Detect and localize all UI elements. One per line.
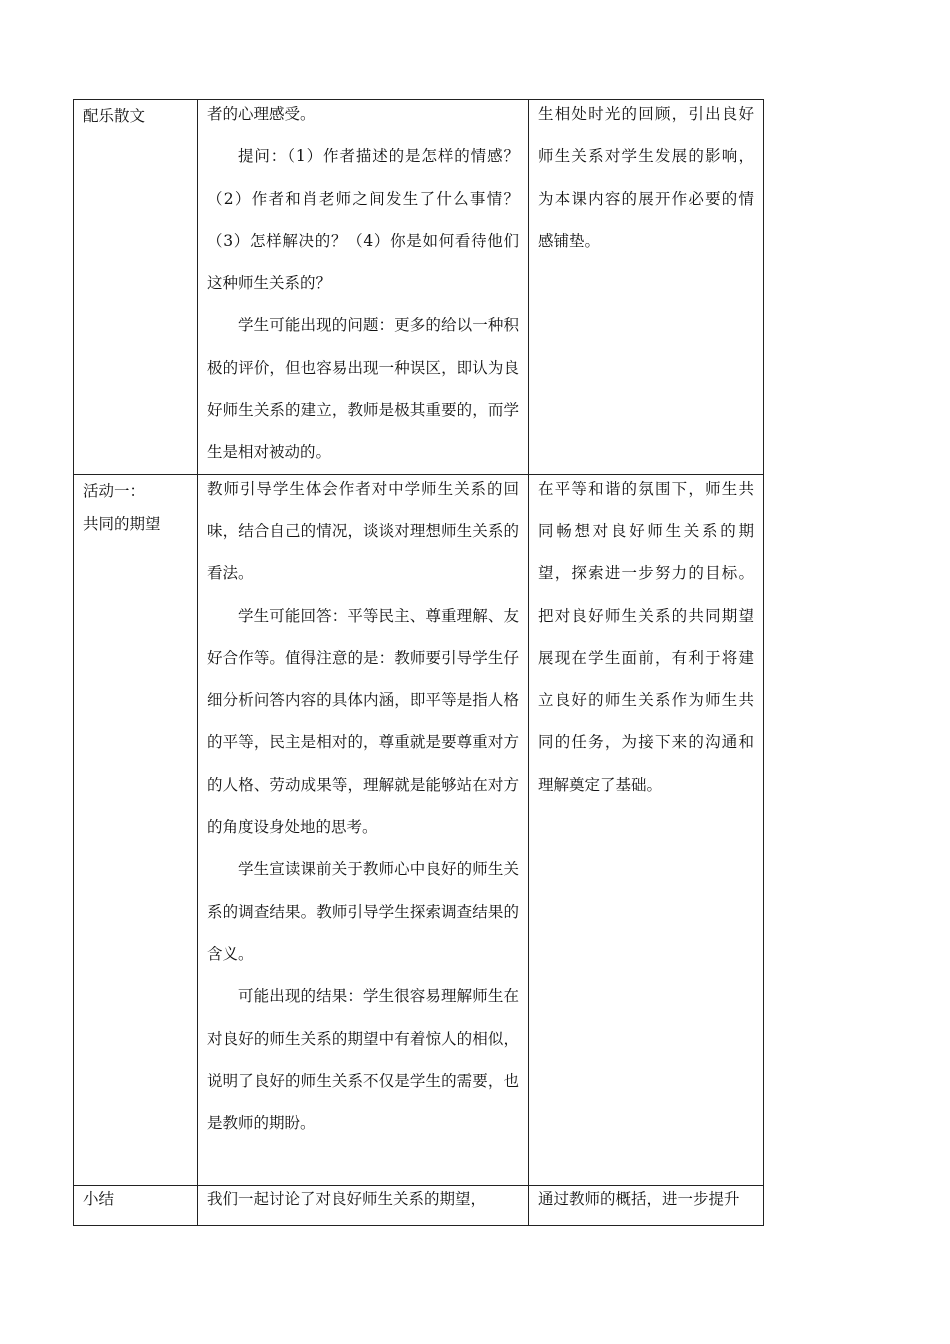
activity-paragraph: 提问：（1）作者描述的是怎样的情感？（2）作者和肖老师之间发生了什么事情？（3）怎样解决的？（4）你是如何看待他们这种师生关系的？ <box>207 147 519 293</box>
row-label: 配乐散文 <box>83 107 146 125</box>
activity-paragraph: 学生可能出现的问题：更多的给以一种积极的评价，但也容易出现一种误区，即认为良好师生关系的建立，教师是极其重要的，而学生是相对被动的。 <box>207 316 519 462</box>
purpose-text: 生相处时光的回顾，引出良好师生关系对学生发展的影响，为本课内容的展开作必要的情感铺垫。 <box>538 105 754 250</box>
purpose-text: 通过教师的概括，进一步提升 <box>538 1189 740 1208</box>
activity-paragraph: 可能出现的结果：学生很容易理解师生在对良好的师生关系的期望中有着惊人的相似，说明了良好的师生关系不仅是学生的需要，也是教师的期盼。 <box>207 987 519 1133</box>
activity-paragraph: 学生宣读课前关于教师心中良好的师生关系的调查结果。教师引导学生探索调查结果的含义。 <box>207 860 519 963</box>
row-label: 活动一： <box>83 481 146 500</box>
row-label-cell <box>74 100 198 475</box>
table-row <box>74 1185 764 1225</box>
activity-cell <box>198 100 529 475</box>
purpose-cell <box>529 100 764 475</box>
purpose-cell <box>529 1185 764 1225</box>
row-label: 小结 <box>83 1189 115 1208</box>
activity-paragraph: 我们一起讨论了对良好师生关系的期望， <box>207 1189 487 1208</box>
lesson-plan-table <box>73 99 764 1226</box>
activity-cell <box>198 1185 529 1225</box>
activity-paragraph: 者的心理感受。 <box>207 105 316 123</box>
purpose-cell <box>529 474 764 1185</box>
purpose-text: 在平等和谐的氛围下，师生共同畅想对良好师生关系的期望，探索进一步努力的目标。把对良好师生关系的共同期望展现在学生面前，有利于将建立良好的师生关系作为师生共同的任务，为接下来的沟通和理解奠定了基础。 <box>538 479 754 794</box>
table-row <box>74 474 764 1185</box>
row-label: 共同的期望 <box>83 514 161 533</box>
activity-paragraph: 学生可能回答：平等民主、尊重理解、友好合作等。值得注意的是：教师要引导学生仔细分析问答内容的具体内涵，即平等是指人格的平等，民主是相对的，尊重就是要尊重对方的人格、劳动成果等，理解就是能够站在对方的角度设身处地的思考。 <box>207 606 519 837</box>
row-label-cell <box>74 1185 198 1225</box>
activity-cell <box>198 474 529 1185</box>
activity-paragraph: 教师引导学生体会作者对中学师生关系的回味，结合自己的情况，谈谈对理想师生关系的看法。 <box>207 479 519 583</box>
table-row <box>74 100 764 475</box>
row-label-cell <box>74 474 198 1185</box>
